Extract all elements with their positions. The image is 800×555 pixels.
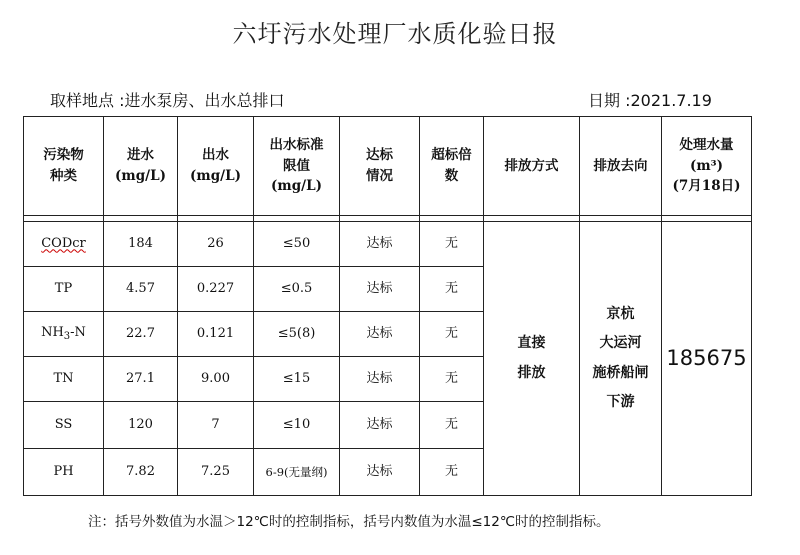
table-row-codcr xyxy=(24,222,752,267)
report-title: 六圩污水处理厂水质化验日报 xyxy=(232,20,558,48)
pollutant-name: PH xyxy=(24,449,104,496)
treated-volume-value: 185675 xyxy=(662,222,752,496)
inflow-value: 184 xyxy=(104,222,178,267)
outflow-value: 7 xyxy=(178,402,254,449)
outflow-value: 9.00 xyxy=(178,357,254,402)
footnote: 注：括号外数值为水温＞12℃时的控制指标，括号内数值为水温≤12℃时的控制指标。 xyxy=(88,514,610,530)
exceed-value: 无 xyxy=(420,357,484,402)
pollutant-name: TN xyxy=(24,357,104,402)
inflow-value: 120 xyxy=(104,402,178,449)
header-standard-limit: 出水标准 限值 (mg/L) xyxy=(254,117,340,216)
exceed-value: 无 xyxy=(420,402,484,449)
header-inflow: 进水 (mg/L) xyxy=(104,117,178,216)
limit-value: 6-9(无量纲) xyxy=(254,449,340,496)
compliance-value: 达标 xyxy=(340,402,420,449)
inflow-value: 4.57 xyxy=(104,267,178,312)
header-row xyxy=(24,117,752,216)
compliance-value: 达标 xyxy=(340,312,420,357)
limit-value: ≤50 xyxy=(254,222,340,267)
sampling-location: 取样地点 :进水泵房、出水总排口 xyxy=(50,91,285,110)
pollutant-name: SS xyxy=(24,402,104,449)
header-compliance: 达标 情况 xyxy=(340,117,420,216)
exceed-value: 无 xyxy=(420,222,484,267)
inflow-value: 7.82 xyxy=(104,449,178,496)
limit-value: ≤15 xyxy=(254,357,340,402)
exceed-value: 无 xyxy=(420,449,484,496)
compliance-value: 达标 xyxy=(340,357,420,402)
header-exceed-ratio: 超标倍 数 xyxy=(420,117,484,216)
compliance-value: 达标 xyxy=(340,222,420,267)
inflow-value: 27.1 xyxy=(104,357,178,402)
outflow-value: 7.25 xyxy=(178,449,254,496)
header-discharge-method: 排放方式 xyxy=(484,117,580,216)
limit-value: ≤0.5 xyxy=(254,267,340,312)
header-discharge-direction: 排放去向 xyxy=(580,117,662,216)
outflow-value: 26 xyxy=(178,222,254,267)
pollutant-name: $NH_3-N$ xyxy=(24,312,104,357)
compliance-value: 达标 xyxy=(340,267,420,312)
header-outflow: 出水 (mg/L) xyxy=(178,117,254,216)
pollutant-name: TP xyxy=(24,267,104,312)
exceed-value: 无 xyxy=(420,267,484,312)
header-treated-volume: 处理水量 (m³) (7月18日) xyxy=(662,117,752,216)
pollutant-name: CODcr xyxy=(24,222,104,267)
outflow-value: 0.227 xyxy=(178,267,254,312)
exceed-value: 无 xyxy=(420,312,484,357)
discharge-method-value: 直接 排放 xyxy=(484,222,580,496)
limit-value: ≤10 xyxy=(254,402,340,449)
compliance-value: 达标 xyxy=(340,449,420,496)
header-pollutant-type: 污染物 种类 xyxy=(24,117,104,216)
outflow-value: 0.121 xyxy=(178,312,254,357)
discharge-direction-value: 京杭 大运河 施桥船闸 下游 xyxy=(580,222,662,496)
inflow-value: 22.7 xyxy=(104,312,178,357)
limit-value: ≤5(8) xyxy=(254,312,340,357)
water-quality-table xyxy=(23,116,752,496)
report-date: 日期 :2021.7.19 xyxy=(588,91,712,110)
